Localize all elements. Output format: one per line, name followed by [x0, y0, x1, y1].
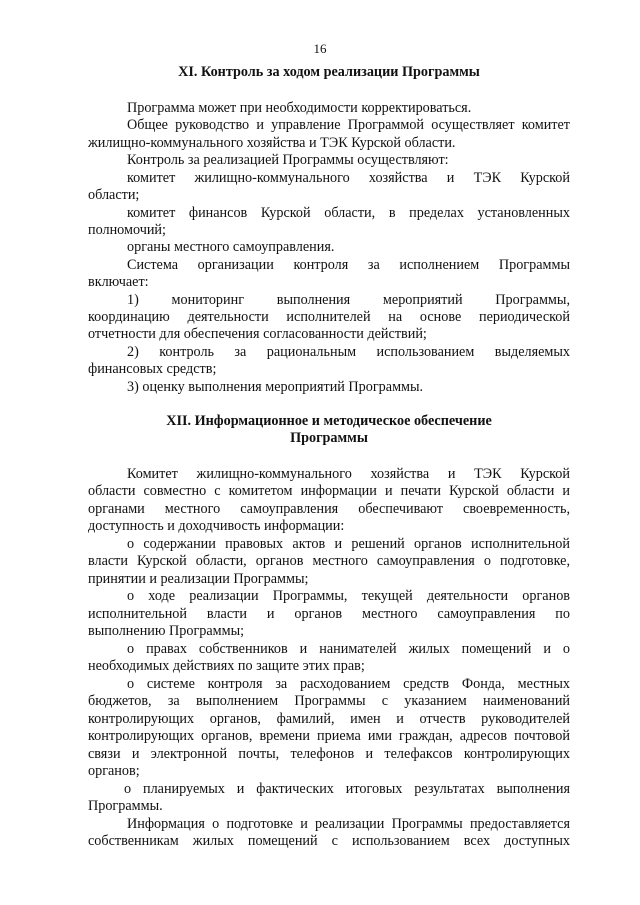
text-line: 1) мониторинг выполнения мероприятий Программы, — [127, 292, 570, 308]
text-line: Программа может при необходимости корректироваться. — [127, 100, 472, 116]
text-line: выполнению Программы; — [88, 623, 245, 639]
text-line: финансовых средств; — [88, 361, 217, 377]
text-line: включает: — [88, 274, 149, 290]
text-line: о содержании правовых актов и решений органов исполнительной — [127, 536, 570, 552]
text-line: Информация о подготовке и реализации Программы предоставляется — [127, 816, 570, 832]
section-12-title-cont: Программы — [290, 430, 368, 446]
text-line: о системе контроля за расходованием средств Фонда, местных — [127, 676, 570, 692]
text-line: связи и электронной почты, телефонов и телефаксов контролирующих — [88, 746, 570, 762]
text-line: бюджетов, за выполнением Программы с указанием наименований — [88, 693, 570, 709]
text-line: органами местного самоуправления обеспечивают своевременность, — [88, 501, 570, 517]
text-line: контролирующих органов, времени приема ими граждан, адресов почтовой — [88, 728, 570, 744]
text-line: области совместно с комитетом информации и печати Курской области и — [88, 483, 570, 499]
text-line: Программы. — [88, 798, 163, 814]
text-line: жилищно-коммунального хозяйства и ТЭК Курской области. — [88, 135, 456, 151]
text-line: исполнительной власти и органов местного самоуправления по — [88, 606, 570, 622]
text-line: Система организации контроля за исполнением Программы — [127, 257, 570, 273]
text-line: органы местного самоуправления. — [127, 239, 335, 255]
text-line: власти Курской области, органов местного самоуправления о подготовке, — [88, 553, 570, 569]
text-line: Контроль за реализацией Программы осуществляют: — [127, 152, 449, 168]
text-line: отчетности для обеспечения согласованности действий; — [88, 326, 427, 342]
section-11-title: XI. Контроль за ходом реализации Программы — [178, 64, 480, 80]
section-12-title: XII. Информационное и методическое обеспечение — [166, 413, 492, 429]
text-line: органов; — [88, 763, 140, 779]
text-line: доступность и доходчивость информации: — [88, 518, 345, 534]
text-line: области; — [88, 187, 140, 203]
text-line: полномочий; — [88, 222, 166, 238]
text-line: координацию деятельности исполнителей на основе периодической — [88, 309, 570, 325]
text-line: необходимых действиях по защите этих прав; — [88, 658, 365, 674]
page-number: 16 — [313, 41, 327, 56]
text-line: о планируемых и фактических итоговых результатах выполнения — [124, 781, 570, 797]
text-line: комитет жилищно-коммунального хозяйства и ТЭК Курской — [127, 170, 570, 186]
text-line: контролирующих органов, фамилий, имен и отчеств руководителей — [88, 711, 570, 727]
text-line: о правах собственников и нанимателей жилых помещений и о — [127, 641, 570, 657]
text-line: Комитет жилищно-коммунального хозяйства и ТЭК Курской — [127, 466, 570, 482]
text-line: 2) контроль за рациональным использованием выделяемых — [127, 344, 570, 360]
text-line: о ходе реализации Программы, текущей деятельности органов — [127, 588, 570, 604]
text-line: Общее руководство и управление Программой осуществляет комитет — [127, 117, 570, 133]
text-line: комитет финансов Курской области, в пределах установленных — [127, 205, 570, 221]
text-line: собственникам жилых помещений с использованием всех доступных — [88, 833, 570, 849]
text-line: 3) оценку выполнения мероприятий Программы. — [127, 379, 424, 395]
text-line: принятии и реализации Программы; — [88, 571, 309, 587]
